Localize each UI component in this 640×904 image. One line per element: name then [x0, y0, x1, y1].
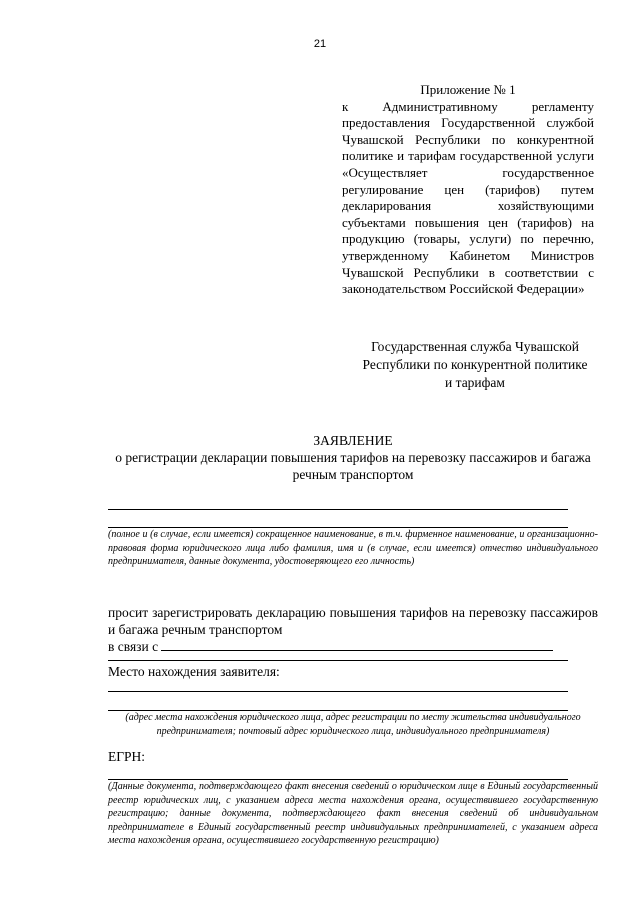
appendix-block	[342, 82, 594, 298]
request-text: просит зарегистрировать декларацию повышения тарифов на перевозку пассажиров и багажа речным транспортом	[108, 605, 598, 637]
page-number: 21	[313, 38, 327, 50]
reason-row	[108, 638, 598, 655]
recipient-line: Республики по конкурентной политике	[362, 357, 588, 372]
document-title: ЗАЯВЛЕНИЕ	[313, 433, 393, 448]
location-label: Место нахождения заявителя:	[108, 664, 280, 679]
applicant-name-field[interactable]	[108, 509, 568, 510]
egrn-note: (Данные документа, подтверждающего факт внесения сведений о юридическом лице в Единый государственный реестр юридических лиц, с указанием адреса места нахождения органа, осуществившего государственную регистрацию; данные документа, подтверждающего факт внесения сведений об индивидуальном предпринимателе в Единый государственный реестр индивидуальных предпринимателей, с указанием адреса места нахождения органа, осуществившего государственную регистрацию)	[108, 781, 598, 846]
appendix-title: Приложение № 1	[420, 82, 516, 97]
reason-label: в связи с	[108, 639, 159, 654]
document-heading	[108, 432, 598, 483]
appendix-text: к Административному регламенту предоставления Государственной службой Чувашской Республики по конкурентной политике и тарифам государственной услуги «Осуществляет государственное регулирование цен (тарифов) путем декларирования хозяйствующими субъектами повышения цен (тарифов) на продукцию (товары, услуги) по перечню, утвержденному Кабинетом Министров Чувашской Республики в соответствии с законодательством Российской Федерации»	[342, 98, 594, 297]
recipient-line: Государственная служба Чувашской	[371, 339, 579, 354]
location-note: (адрес места нахождения юридического лица, адрес регистрации по месту жительства индивидуального предпринимателя; почтовый адрес юридического лица, индивидуального предпринимателя)	[125, 712, 581, 737]
applicant-name-note: (полное и (в случае, если имеется) сокращенное наименование, в т.ч. фирменное наименование, и организационно-правовая форма юридического лица либо фамилия, имя и (в случае, если имеется) отчество индивидуального предпринимателя, данные документа, удостоверяющего его личность)	[108, 529, 598, 567]
reason-field[interactable]	[161, 638, 553, 651]
recipient-block	[350, 338, 600, 392]
reason-field-extra[interactable]	[108, 660, 568, 661]
location-field[interactable]	[108, 691, 568, 692]
recipient-line: и тарифам	[445, 375, 505, 390]
egrn-label: ЕГРН:	[108, 749, 146, 764]
request-block	[108, 604, 598, 655]
document-subtitle: о регистрации декларации повышения тарифов на перевозку пассажиров и багажа речным транспортом	[115, 450, 591, 482]
